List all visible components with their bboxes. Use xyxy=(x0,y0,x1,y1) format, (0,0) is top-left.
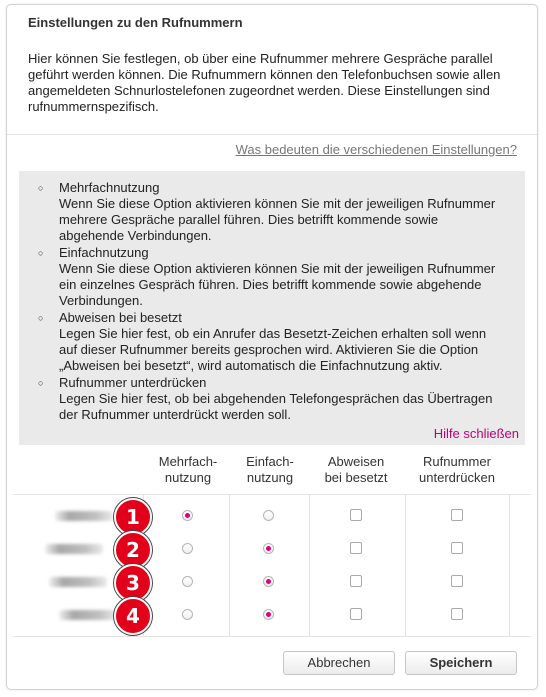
bullet-icon: ○ xyxy=(38,248,44,258)
table-row xyxy=(13,500,537,533)
reject-checkbox[interactable] xyxy=(350,575,362,587)
help-item-suppress xyxy=(35,375,505,423)
suppress-checkbox[interactable] xyxy=(451,509,463,521)
help-item-single xyxy=(35,245,505,309)
row-badge: 2 xyxy=(114,531,152,569)
table-row xyxy=(13,599,537,632)
multi-radio[interactable] xyxy=(182,576,193,587)
suppress-checkbox[interactable] xyxy=(451,575,463,587)
help-item-text: Legen Sie hier fest, ob bei abgehenden Telefongesprächen das Übertragen der Rufnummer unterdrückt werden soll. xyxy=(59,391,493,422)
page-title: Einstellungen zu den Rufnummern xyxy=(28,15,243,30)
single-radio[interactable] xyxy=(263,576,274,587)
multi-radio[interactable] xyxy=(182,609,193,620)
phone-number-redacted xyxy=(49,577,107,587)
reject-checkbox[interactable] xyxy=(350,509,362,521)
save-button[interactable]: Speichern xyxy=(405,651,517,675)
row-badge: 3 xyxy=(114,564,152,602)
phone-number-redacted xyxy=(59,610,117,620)
single-radio[interactable] xyxy=(263,543,274,554)
col-header-line: nutzung xyxy=(246,470,294,485)
table-row xyxy=(13,566,537,599)
suppress-checkbox[interactable] xyxy=(451,608,463,620)
col-header-suppress xyxy=(403,454,511,486)
help-item-title: Einfachnutzung xyxy=(59,245,149,260)
help-item-text: Wenn Sie diese Option aktivieren können Sie mit der jeweiligen Rufnummer ein einzelnes Gespräch führen. Dies betrifft kommende sowie abgehende Verbindungen. xyxy=(59,261,496,308)
intro-text: Hier können Sie festlegen, ob über eine Rufnummer mehrere Gespräche parallel geführt werden können. Die Rufnummern können den Telefonbuchsen sowie allen angemeldeten Schnurlostelefonen zugeordnet werden. Diese Einstellungen sind rufnummernspezifisch. xyxy=(28,51,501,114)
multi-radio[interactable] xyxy=(182,543,193,554)
help-item-reject xyxy=(35,310,505,374)
help-close-link[interactable]: Hilfe schließen xyxy=(433,426,519,441)
single-radio[interactable] xyxy=(263,510,274,521)
bullet-icon: ○ xyxy=(38,183,44,193)
col-header-line: nutzung xyxy=(164,470,212,485)
col-header-line: bei besetzt xyxy=(324,470,388,485)
row-badge: 1 xyxy=(114,498,152,536)
divider xyxy=(7,134,537,135)
help-list xyxy=(35,180,505,424)
phone-number-redacted xyxy=(55,511,113,521)
col-header-line: Rufnummer xyxy=(423,454,491,469)
reject-checkbox[interactable] xyxy=(350,542,362,554)
help-item-text: Wenn Sie diese Option aktivieren können Sie mit der jeweiligen Rufnummer mehrere Gespräche parallel führen. Dies betrifft kommende sowie abgehende Verbindungen. xyxy=(59,196,496,243)
bullet-icon: ○ xyxy=(38,378,44,388)
grid-line xyxy=(13,494,531,495)
help-link[interactable]: Was bedeuten die verschiedenen Einstellungen? xyxy=(235,142,517,157)
col-header-line: Mehrfach- xyxy=(158,454,218,469)
help-item-multi xyxy=(35,180,505,244)
help-item-title: Rufnummer unterdrücken xyxy=(59,375,207,390)
help-item-title: Abweisen bei besetzt xyxy=(59,310,182,325)
settings-panel xyxy=(6,4,538,690)
row-badge: 4 xyxy=(114,597,152,635)
cancel-button[interactable]: Abbrechen xyxy=(283,651,395,675)
grid-line xyxy=(13,636,531,637)
col-header-single xyxy=(231,454,309,486)
help-box xyxy=(19,171,525,445)
reject-checkbox[interactable] xyxy=(350,608,362,620)
col-header-line: Einfach- xyxy=(246,454,294,469)
phone-number-redacted xyxy=(45,544,103,554)
suppress-checkbox[interactable] xyxy=(451,542,463,554)
col-header-line: unterdrücken xyxy=(419,470,495,485)
bullet-icon: ○ xyxy=(38,313,44,323)
col-header-reject xyxy=(309,454,403,486)
multi-radio[interactable] xyxy=(182,510,193,521)
table-row xyxy=(13,533,537,566)
help-item-text: Legen Sie hier fest, ob ein Anrufer das Besetzt-Zeichen erhalten soll wenn auf dieser Rufnummer bereits gesprochen wird. Aktivieren Sie die Option „Abweisen bei besetzt“, wird automatisch die Einfachnutzung aktiv. xyxy=(59,326,487,373)
help-item-title: Mehrfachnutzung xyxy=(59,180,160,195)
col-header-line: Abweisen xyxy=(327,454,385,469)
single-radio[interactable] xyxy=(263,609,274,620)
col-header-multi xyxy=(143,454,233,486)
